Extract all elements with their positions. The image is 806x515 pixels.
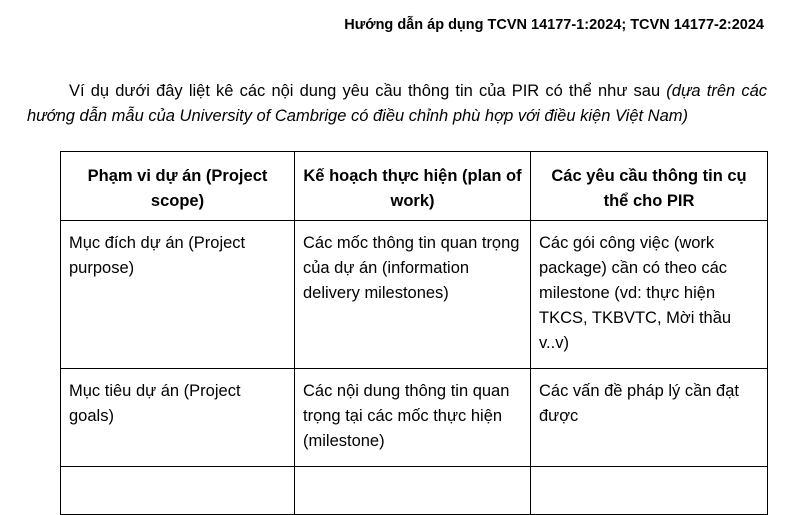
table-cell-cut-off — [61, 467, 295, 515]
table-row — [61, 369, 768, 467]
intro-italic-note: (dựa trên các hướng dẫn mẫu của University of Cambrige có điều chỉnh phù hợp với điều kiện Việt Nam) — [27, 81, 767, 125]
header-plan-of-work: Kế hoạch thực hiện (plan of work) — [295, 152, 531, 221]
document-running-header: Hướng dẫn áp dụng TCVN 14177-1:2024; TCVN 14177-2:2024 — [344, 17, 764, 33]
table-cell: Các vấn đề pháp lý cần đạt được — [531, 369, 768, 467]
intro-paragraph — [27, 79, 767, 129]
pir-requirements-table — [60, 151, 768, 515]
table-cell: Các nội dung thông tin quan trọng tại các mốc thực hiện (milestone) — [295, 369, 531, 467]
table-cell-cut-off — [531, 467, 768, 515]
table-cell: Mục đích dự án (Project purpose) — [61, 221, 295, 369]
table-cell: Các mốc thông tin quan trọng của dự án (information delivery milestones) — [295, 221, 531, 369]
table-row-partial — [61, 467, 768, 515]
header-project-scope: Phạm vi dự án (Project scope) — [61, 152, 295, 221]
table-row — [61, 221, 768, 369]
table-cell: Các gói công việc (work package) cần có theo các milestone (vd: thực hiện TKCS, TKBVTC, Mời thầu v..v) — [531, 221, 768, 369]
table-cell: Mục tiêu dự án (Project goals) — [61, 369, 295, 467]
intro-text: Ví dụ dưới đây liệt kê các nội dung yêu cầu thông tin của PIR có thể như sau — [69, 81, 667, 100]
table-cell-cut-off — [295, 467, 531, 515]
header-pir-requirements: Các yêu cầu thông tin cụ thể cho PIR — [531, 152, 768, 221]
table-header-row — [61, 152, 768, 221]
